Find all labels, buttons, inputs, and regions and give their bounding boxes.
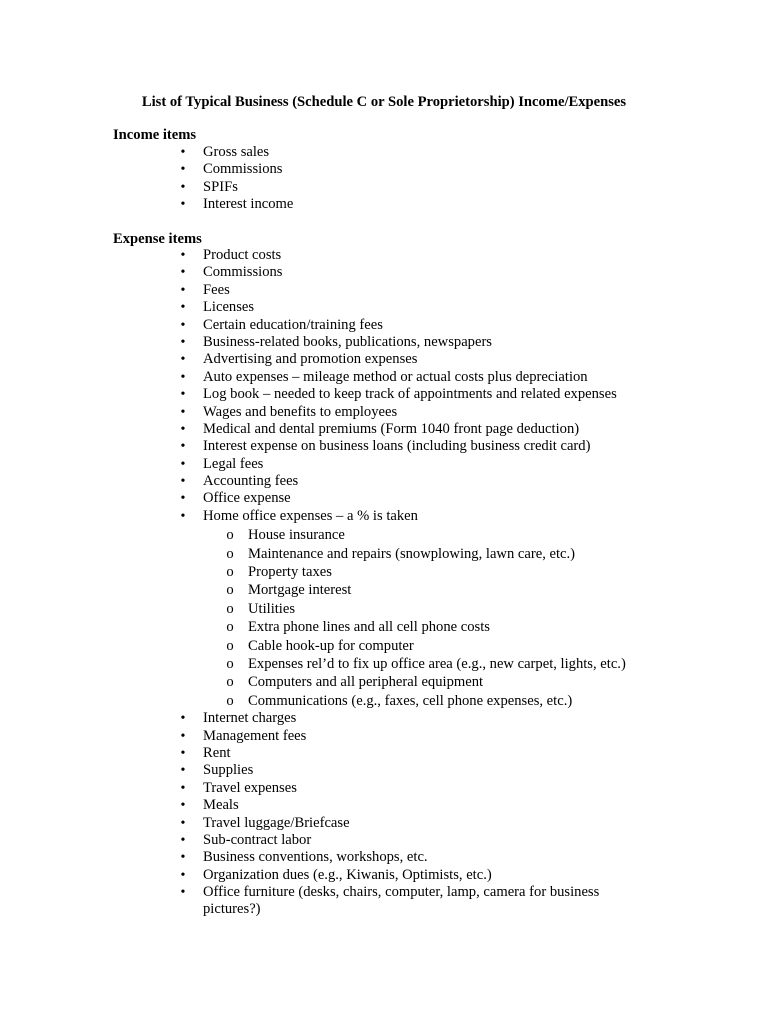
bullet-marker: •	[180, 763, 186, 779]
bullet-marker: •	[180, 456, 186, 472]
bullet-marker: •	[180, 300, 186, 316]
list-item-text: Wages and benefits to employees	[203, 403, 398, 420]
bullet-marker: •	[180, 832, 186, 848]
list-item-text: Business conventions, workshops, etc.	[203, 849, 428, 866]
bullet-marker: •	[180, 421, 186, 437]
list-item-text: Commissions	[203, 161, 283, 178]
bullet-marker: •	[180, 369, 186, 385]
list-item-text: SPIFs	[203, 178, 238, 195]
bullet-marker: •	[180, 404, 186, 420]
bullet-marker: •	[180, 387, 186, 403]
bullet-marker: •	[180, 334, 186, 350]
list-item-text: Office furniture (desks, chairs, computer, lamp, camera for business pictures?)	[203, 884, 600, 918]
list-item-text: Maintenance and repairs (snowplowing, lawn care, etc.)	[248, 545, 576, 562]
income-heading: Income items	[113, 127, 197, 143]
list-item-text: Accounting fees	[203, 473, 299, 490]
list-item-text: Computers and all peripheral equipment	[248, 674, 484, 691]
list-item-text: Extra phone lines and all cell phone costs	[248, 619, 490, 636]
list-item-text: House insurance	[248, 527, 345, 544]
list-item-text: Travel luggage/Briefcase	[203, 814, 350, 831]
list-item-text: Management fees	[203, 727, 307, 744]
list-item-text: Mortgage interest	[248, 582, 352, 599]
bullet-marker: •	[180, 179, 186, 195]
bullet-marker: •	[180, 474, 186, 490]
list-item-text: Legal fees	[203, 455, 264, 472]
list-item-text: Communications (e.g., faxes, cell phone expenses, etc.)	[248, 692, 573, 709]
list-item-text: Internet charges	[203, 710, 297, 727]
list-item-text: Office expense	[203, 490, 291, 507]
list-item-text: Auto expenses – mileage method or actual costs plus depreciation	[203, 368, 588, 385]
sub-bullet-marker: o	[226, 619, 234, 636]
list-item-text: Property taxes	[248, 564, 332, 581]
list-item-text: Supplies	[203, 762, 254, 779]
list-item-text: Travel expenses	[203, 779, 297, 796]
list-item-text: Fees	[203, 281, 230, 298]
list-item-text: Product costs	[203, 247, 282, 263]
sub-bullet-marker: o	[226, 582, 234, 599]
bullet-marker: •	[180, 248, 186, 263]
list-item-text: Interest expense on business loans (including business credit card)	[203, 438, 591, 455]
list-item-text: Rent	[203, 744, 231, 761]
sub-bullet-marker: o	[226, 637, 234, 654]
bullet-marker: •	[180, 145, 186, 160]
bullet-marker: •	[180, 317, 186, 333]
sub-bullet-marker: o	[226, 564, 234, 581]
list-item-text: Sub-contract labor	[203, 831, 312, 848]
sub-bullet-marker: o	[226, 655, 234, 672]
list-item-text: Licenses	[203, 299, 255, 316]
list-item-text: Gross sales	[203, 144, 270, 160]
bullet-marker: •	[180, 867, 186, 883]
list-item-text: Certain education/training fees	[203, 316, 383, 333]
bullet-marker: •	[180, 798, 186, 814]
list-item-text: Expenses rel’d to fix up office area (e.g., new carpet, lights, etc.)	[248, 655, 626, 672]
bullet-marker: •	[180, 439, 186, 455]
bullet-marker: •	[180, 885, 186, 901]
list-item-text: Business-related books, publications, newspapers	[203, 333, 492, 350]
document-title: List of Typical Business (Schedule C or Sole Proprietorship) Income/Expenses	[141, 94, 627, 110]
bullet-marker: •	[180, 352, 186, 368]
list-item-text: Meals	[203, 797, 239, 814]
bullet-marker: •	[180, 850, 186, 866]
list-item-text: Commissions	[203, 264, 283, 281]
expense-heading: Expense items	[113, 231, 202, 247]
bullet-marker: •	[180, 745, 186, 761]
bullet-marker: •	[180, 491, 186, 507]
bullet-marker: •	[180, 780, 186, 796]
list-item-text: Utilities	[248, 600, 296, 617]
bullet-marker: •	[180, 197, 186, 213]
bullet-marker: •	[180, 508, 186, 524]
sub-bullet-marker: o	[226, 527, 234, 544]
list-item-text: Cable hook-up for computer	[248, 637, 414, 654]
bullet-marker: •	[180, 265, 186, 281]
sub-bullet-marker: o	[226, 545, 234, 562]
bullet-marker: •	[180, 815, 186, 831]
list-item-text: Log book – needed to keep track of appointments and related expenses	[203, 386, 617, 403]
sub-bullet-marker: o	[226, 674, 234, 691]
bullet-marker: •	[180, 162, 186, 178]
list-item-text: Medical and dental premiums (Form 1040 front page deduction)	[203, 420, 580, 437]
sub-bullet-marker: o	[226, 600, 234, 617]
list-item-text: Advertising and promotion expenses	[203, 351, 418, 368]
sub-bullet-marker: o	[226, 692, 234, 709]
bullet-marker: •	[180, 711, 186, 727]
list-item-text: Organization dues (e.g., Kiwanis, Optimists, etc.)	[203, 866, 492, 883]
bullet-marker: •	[180, 728, 186, 744]
list-item-text: Home office expenses – a % is taken	[203, 507, 418, 524]
list-item-text: Interest income	[203, 196, 294, 213]
bullet-marker: •	[180, 282, 186, 298]
